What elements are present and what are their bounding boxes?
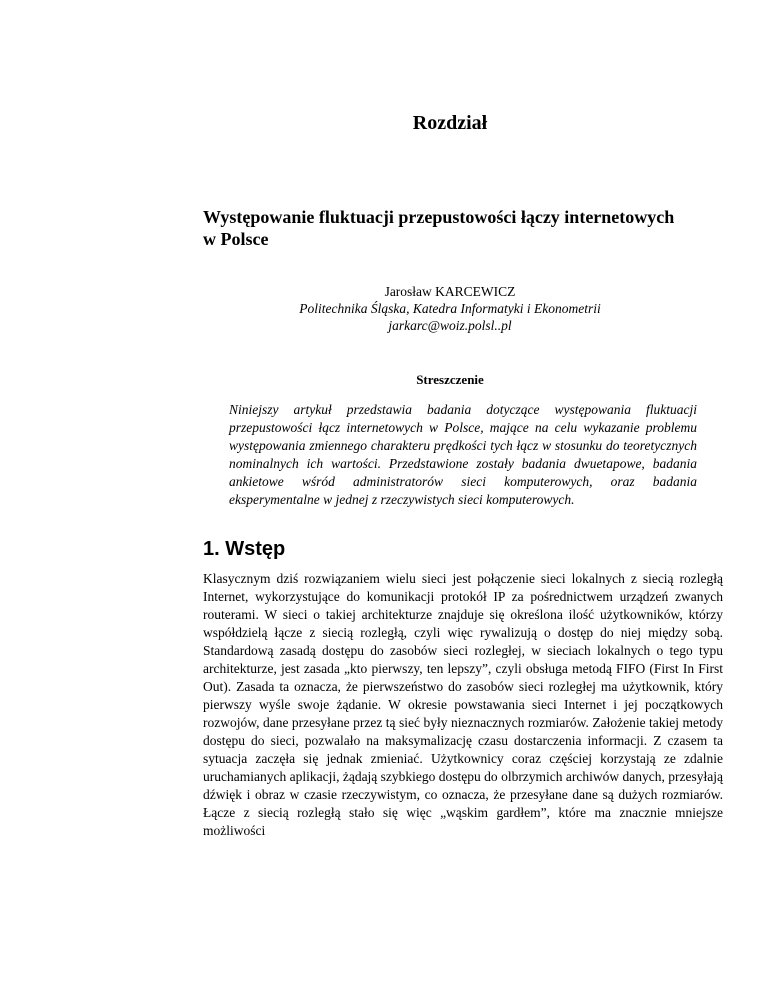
- author-affiliation: Politechnika Śląska, Katedra Informatyki i Ekonometrii: [299, 301, 601, 316]
- abstract-text: Niniejszy artykuł przedstawia badania dotyczące występowania fluktuacji przepustowości łącz internetowych w Polsce, mające na celu wykazanie problemu występowania zmiennego charakteru prędkości tych łącz w stosunku do teoretycznych nominalnych ich wartości. Przedstawione zostały badania dwuetapowe, badania ankietowe wśród administratorów sieci komputerowych, oraz badania eksperymentalne w jednej z rzeczywistych sieci komputerowych.: [229, 402, 697, 507]
- author-email: jarkarc@woiz.polsl..pl: [388, 318, 512, 333]
- paper-title-line-2: w Polsce: [203, 229, 269, 249]
- section-text-introduction: Klasycznym dziś rozwiązaniem wielu sieci jest połączenie sieci lokalnych z siecią rozległą Internet, wykorzystujące do komunikacji protokół IP za pośrednictwem urządzeń zwanych routerami. W sieci o takiej architekturze znajduje się określona ilość użytkowników, którzy współdzielą łącze z siecią rozległą, czyli więc rywalizują o dostęp do niej między sobą. Standardową zasadą dostępu do zasobów sieci rozległej, w sieciach lokalnych o tego typu architekturze, jest zasada „kto pierwszy, ten lepszy”, czyli obsługa metodą FIFO (First In First Out). Zasada ta oznacza, że pierwszeństwo do zasobów sieci rozległej ma użytkownik, który pierwszy wyśle swoje żądanie. W okresie powstawania sieci Internet i jej początkowych rozwojów, dane przesyłane przez tą sieć były nieznacznych rozmiarów. Założenie takiej metody dostępu do sieci, pozwalało na maksymalizację czasu dostarczenia informacji. Z czasem ta sytuacja zaczęła się jednak zmieniać. Użytkownicy coraz częściej korzystają ze zdalnie uruchamianych aplikacji, żądają szybkiego dostępu do olbrzymich archiwów danych, przesyłają dźwięk i obraz w czasie rzeczywistym, co oznacza, że przesyłane dane są dużych rozmiarów. Łącze z siecią rozległą stało się więc „wąskim gardłem”, które ma znacznie mniejsze możliwości: [203, 571, 723, 838]
- section-heading-introduction: 1. Wstęp: [203, 538, 286, 560]
- abstract-heading: Streszczenie: [416, 372, 484, 387]
- chapter-label: Rozdział: [412, 112, 488, 134]
- paper-title-line-1: Występowanie fluktuacji przepustowości łączy internetowych: [203, 207, 675, 227]
- author-block: [0, 283, 768, 334]
- author-name: Jarosław KARCEWICZ: [384, 284, 516, 299]
- paper-title: [203, 206, 763, 250]
